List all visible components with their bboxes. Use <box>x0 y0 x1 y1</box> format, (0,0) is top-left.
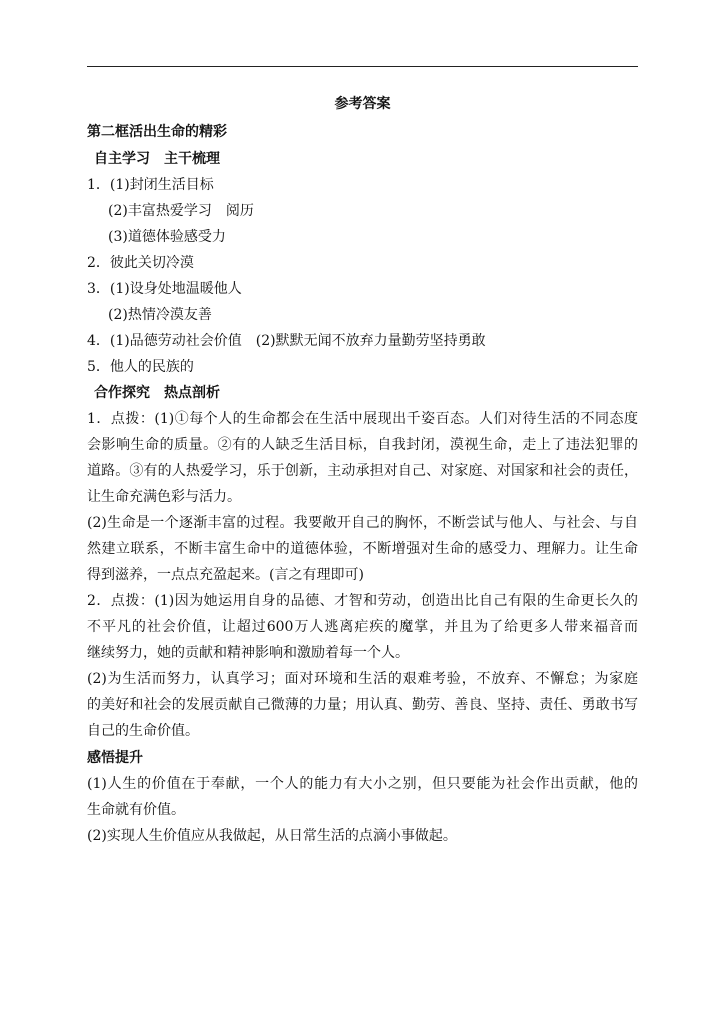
answer-item: 3．(1)设身处地温暖他人 <box>87 281 242 297</box>
page-title: 参考答案 <box>334 96 391 112</box>
paragraph-line: 1．点拨：(1)①每个人的生命都会在生活中展现出千姿百态。人们对待生活的不同态度 <box>87 411 638 427</box>
subheading-cooperative-inquiry: 合作探究 热点剖析 <box>94 385 220 401</box>
paragraph-line: (2)生命是一个逐渐丰富的过程。我要敞开自己的胸怀，不断尝试与他人、与社会、与自 <box>87 515 638 531</box>
answer-item: (2)热情冷漠友善 <box>108 307 212 323</box>
paragraph-line: 的美好和社会的发展贡献自己微薄的力量；用认真、勤劳、善良、坚持、责任、勇敢书写 <box>87 697 638 713</box>
header-rule <box>87 66 638 67</box>
section-title: 第二框活出生命的精彩 <box>87 124 227 140</box>
paragraph-line: 然建立联系，不断丰富生命中的道德体验，不断增强对生命的感受力、理解力。让生命 <box>87 541 638 557</box>
paragraph-line: 2．点拨：(1)因为她运用自身的品德、才智和劳动，创造出比自己有限的生命更长久的 <box>87 593 638 609</box>
insight-line: (2)实现人生价值应从我做起，从日常生活的点滴小事做起。 <box>87 828 457 844</box>
subheading-self-study: 自主学习 主干梳理 <box>94 151 220 167</box>
answer-item: (2)丰富热爱学习 阅历 <box>108 203 254 219</box>
paragraph-line: (2)为生活而努力，认真学习；面对环境和生活的艰难考验，不放弃、不懈怠；为家庭 <box>87 671 638 687</box>
paragraph-line: 让生命充满色彩与活力。 <box>87 489 241 505</box>
paragraph-line: 自己的生命价值。 <box>87 723 199 739</box>
paragraph-line: 会影响生命的质量。②有的人缺乏生活目标，自我封闭，漠视生命，走上了违法犯罪的 <box>87 437 638 453</box>
insight-line: (1)人生的价值在于奉献，一个人的能力有大小之别，但只要能为社会作出贡献，他的 <box>87 776 638 792</box>
answer-item: 2．彼此关切冷漠 <box>87 255 194 271</box>
answer-item: 1．(1)封闭生活目标 <box>87 177 214 193</box>
paragraph-line: 不平凡的社会价值，让超过600万人逃离疟疾的魔掌，并且为了给更多人带来福音而 <box>87 619 638 635</box>
paragraph-line: 得到滋养，一点点充盈起来。(言之有理即可) <box>87 567 364 583</box>
subheading-insight: 感悟提升 <box>87 750 143 766</box>
answer-item: 4．(1)品德劳动社会价值 (2)默默无闻不放弃力量勤劳坚持勇敢 <box>87 333 486 349</box>
answer-item: (3)道德体验感受力 <box>108 229 226 245</box>
insight-line: 生命就有价值。 <box>87 802 185 818</box>
answer-item: 5．他人的民族的 <box>87 359 194 375</box>
paragraph-line: 道路。③有的人热爱学习，乐于创新，主动承担对自己、对家庭、对国家和社会的责任， <box>87 463 638 479</box>
paragraph-line: 继续努力，她的贡献和精神影响和激励着每一个人。 <box>87 645 409 661</box>
